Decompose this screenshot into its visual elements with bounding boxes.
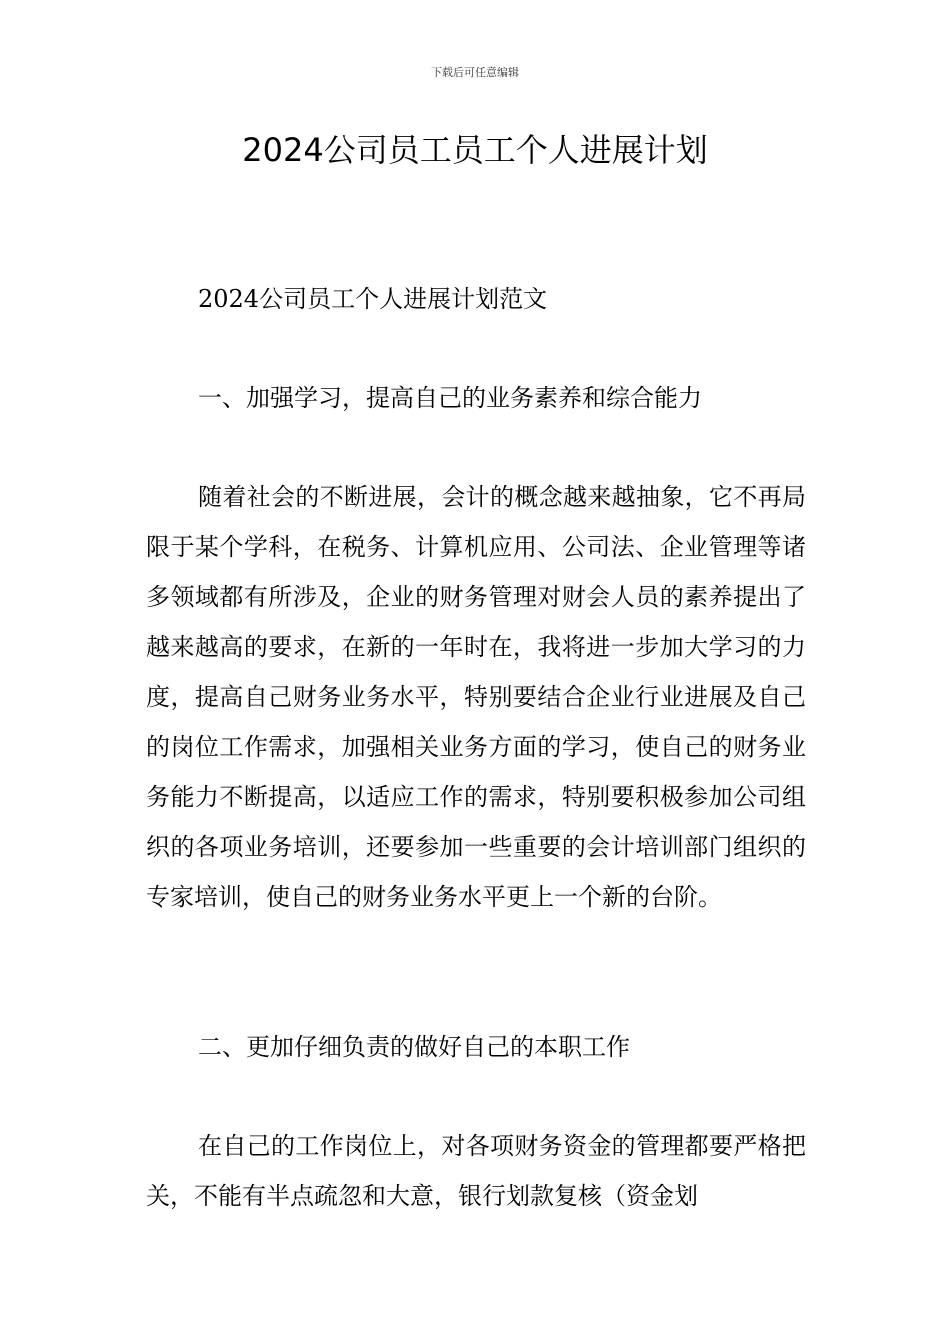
section1-paragraph: 随着社会的不断进展，会计的概念越来越抽象，它不再局限于某个学科，在税务、计算机应用、公司法、企业管理等诸多领域都有所涉及，企业的财务管理对财会人员的素养提出了越来越高的要求，在新的一年时在，我将进一步加大学习的力度，提高自己财务业务水平，特别要结合企业行业进展及自己的岗位工作需求，加强相关业务方面的学习，使自己的财务业务能力不断提高，以适应工作的需求，特别要积极参加公司组织的各项业务培训，还要参加一些重要的会计培训部门组织的专家培训，使自己的财务业务水平更上一个新的台阶。	[146, 483, 806, 911]
section2-heading: 二、更加仔细负责的做好自己的本职工作	[198, 1033, 630, 1061]
section2-paragraph: 在自己的工作岗位上，对各项财务资金的管理都要严格把关，不能有半点疏忽和大意，银行划款复核（资金划	[146, 1132, 806, 1210]
section1-heading: 一、加强学习，提高自己的业务素养和综合能力	[198, 384, 702, 412]
header-note: 下载后可任意编辑	[431, 66, 519, 79]
subtitle: 2024公司员工个人进展计划范文	[198, 285, 548, 313]
document-title: 2024公司员工员工个人进展计划	[242, 131, 708, 169]
